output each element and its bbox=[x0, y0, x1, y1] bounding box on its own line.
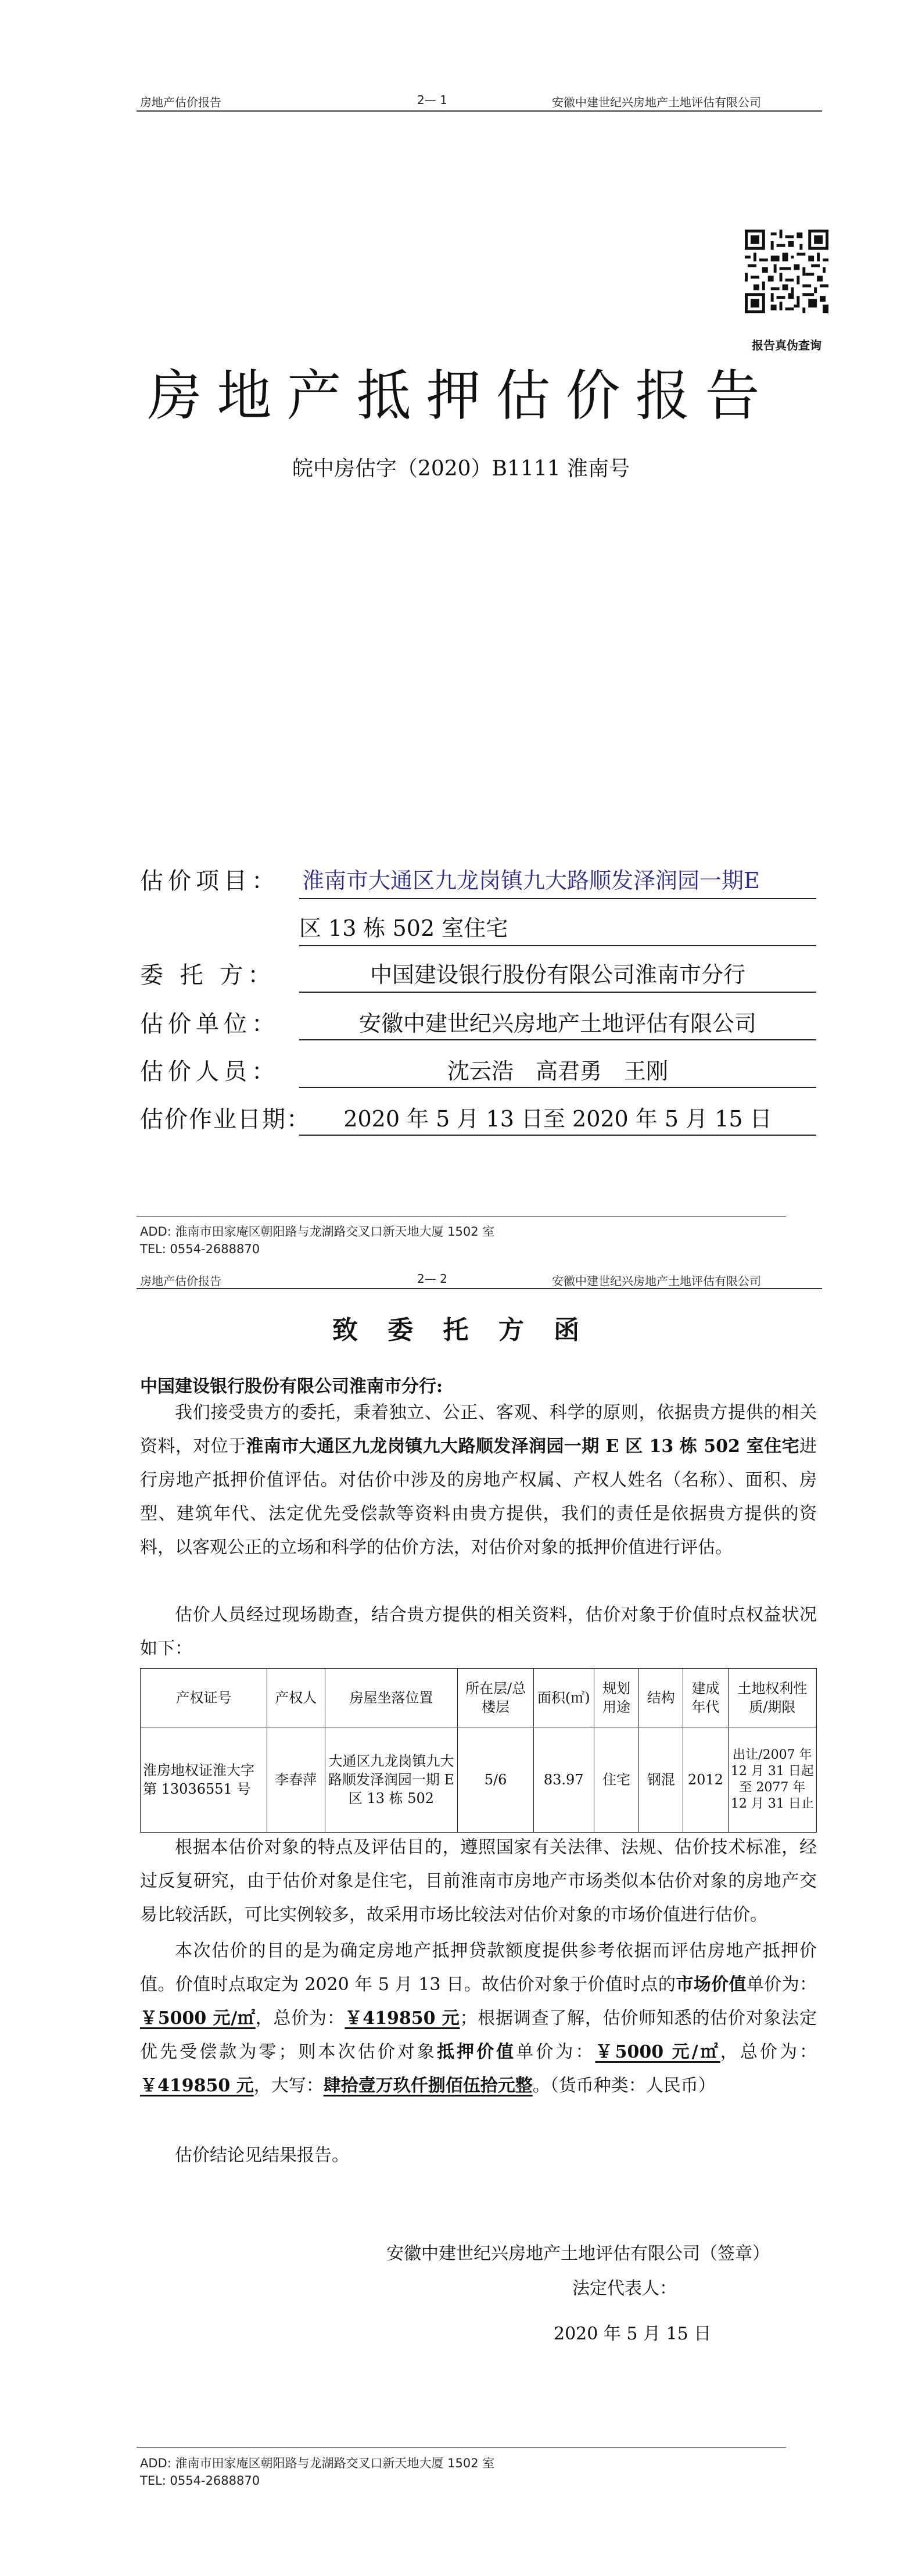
table-header-row bbox=[141, 1669, 817, 1727]
field-label-client: 委 托 方： bbox=[140, 962, 276, 989]
paragraph-text: 进行房地产抵押价值评估。对估价中涉及的房地产权属、产权人姓名（名称）、面积、房型、建筑年代、法定优先受偿款等资料由贵方提供，我们的责任是依据贵方提供的资料，以客观公正的立场和科学的估价方法，对估价对象的抵押价值进行评估。 bbox=[140, 1436, 817, 1558]
market-total-price: ￥419850 元 bbox=[345, 2008, 460, 2028]
table-header-cell: 结构 bbox=[639, 1669, 683, 1727]
market-unit-price: ￥5000 元/㎡ bbox=[140, 2008, 256, 2028]
table-cell: 5/6 bbox=[458, 1727, 533, 1833]
table-cell: 淮房地权证淮大字第 13036551 号 bbox=[141, 1727, 267, 1833]
field-label-appraisers: 估价人员： bbox=[140, 1058, 279, 1085]
mortgage-total-price: ￥419850 元 bbox=[140, 2076, 254, 2096]
paragraph-valuation bbox=[140, 1934, 817, 2103]
signature-date: 2020 年 5 月 15 日 bbox=[554, 2324, 712, 2344]
field-value-client: 中国建设银行股份有限公司淮南市分行 bbox=[369, 962, 745, 988]
footer-rule bbox=[137, 2447, 786, 2448]
paragraph-text: 。（货币种类：人民币） bbox=[532, 2076, 716, 2096]
header-left: 房地产估价报告 bbox=[140, 95, 221, 109]
paragraph-survey: 估价人员经过现场勘查，结合贵方提供的相关资料，估价对象于价值时点权益状况如下： bbox=[140, 1605, 817, 1659]
field-underline bbox=[299, 945, 816, 946]
paragraph-text: ，总价为： bbox=[255, 2008, 345, 2028]
table-header-cell: 产权人 bbox=[267, 1669, 325, 1727]
field-label-dates: 估价作业日期： bbox=[140, 1106, 311, 1133]
table-cell: 住宅 bbox=[594, 1727, 639, 1833]
property-table bbox=[140, 1668, 817, 1833]
report-number: 皖中房估字（2020）B1111 淮南号 bbox=[292, 457, 630, 481]
paragraph-method: 根据本估价对象的特点及评估目的，遵照国家有关法律、法规、估价技术标准，经过反复研究，由于估价对象是住宅，目前淮南市房地产市场类似本估价对象的房地产交易比较活跃，可比实例较多，故采用市场比较法对估价对象的市场价值进行估价。 bbox=[140, 1837, 817, 1925]
field-underline bbox=[299, 1039, 816, 1040]
table-header-cell: 建成年代 bbox=[683, 1669, 728, 1727]
field-underline bbox=[299, 992, 816, 993]
mortgage-total-in-words: 肆拾壹万玖仟捌佰伍拾元整 bbox=[323, 2076, 533, 2096]
field-value-project-line1: 淮南市大通区九龙岗镇九大路顺发泽润园一期E bbox=[302, 868, 760, 893]
field-value-dates: 2020 年 5 月 13 日至 2020 年 5 月 15 日 bbox=[343, 1106, 772, 1132]
field-underline bbox=[299, 898, 816, 899]
table-header-cell: 规划用途 bbox=[594, 1669, 639, 1727]
table-cell: 83.97 bbox=[533, 1727, 594, 1833]
paragraph-text: ；根据调查了解，估价师知悉的估价对象法定优先受偿款为零；则本次估价对象 bbox=[140, 2008, 817, 2062]
letter-title: 致 委 托 方 函 bbox=[332, 1315, 590, 1345]
field-label-project: 估价项目： bbox=[140, 868, 279, 895]
header-page-number: 2— 2 bbox=[417, 1272, 447, 1286]
footer-address: ADD: 淮南市田家庵区朝阳路与龙湖路交叉口新天地大厦 1502 室 bbox=[140, 2456, 495, 2470]
field-value-project-line2: 区 13 栋 502 室住宅 bbox=[299, 915, 508, 941]
footer-tel: TEL: 0554-2688870 bbox=[140, 1242, 260, 1256]
market-value-label: 市场价值 bbox=[676, 1974, 747, 1995]
table-header-cell: 所在层/总楼层 bbox=[458, 1669, 533, 1727]
header-right: 安徽中建世纪兴房地产土地评估有限公司 bbox=[552, 1274, 761, 1288]
paragraph-text: ，大写： bbox=[253, 2076, 324, 2096]
footer-rule bbox=[137, 1216, 786, 1217]
table-cell: 出让/2007 年 12 月 31 日起至 2077 年 12 月 31 日止 bbox=[728, 1727, 816, 1833]
paragraph-text: ，总价为： bbox=[720, 2042, 817, 2062]
table-cell: 钢混 bbox=[639, 1727, 683, 1833]
table-header-cell: 房屋坐落位置 bbox=[325, 1669, 458, 1727]
table-row bbox=[141, 1727, 817, 1833]
field-underline bbox=[299, 1135, 816, 1136]
table-header-cell: 土地权利性质/期限 bbox=[728, 1669, 816, 1727]
addressee: 中国建设银行股份有限公司淮南市分行: bbox=[140, 1376, 443, 1397]
table-cell: 2012 bbox=[683, 1727, 728, 1833]
field-underline bbox=[299, 1087, 816, 1088]
paragraph-text: 本次估价的目的是为确定房地产抵押贷款额度提供参考依据而评估房地产抵押价值。价值时点取定为 2020 年 5 月 13 日。故估价对象于价值时点的 bbox=[140, 1941, 817, 1995]
header-rule bbox=[137, 1288, 822, 1289]
paragraph-text: 单价为： bbox=[746, 1974, 817, 1995]
qr-caption: 报告真伪查询 bbox=[752, 338, 821, 352]
property-address: 淮南市大通区九龙岗镇九大路顺发泽润园一期 E 区 13 栋 502 室住宅 bbox=[246, 1436, 800, 1457]
paragraph-text: 单价为： bbox=[516, 2042, 595, 2062]
field-label-appraiser-firm: 估价单位： bbox=[140, 1011, 279, 1037]
paragraph-engagement bbox=[140, 1396, 817, 1565]
paragraph-text: 我们接受贵方的委托，秉着独立、公正、客观、科学的原则，依据贵方提供的相关资料，对位于 bbox=[140, 1403, 817, 1457]
table-header-cell: 产权证号 bbox=[141, 1669, 267, 1727]
qr-code-icon[interactable] bbox=[745, 230, 828, 313]
paragraph-conclusion: 估价结论见结果报告。 bbox=[175, 2145, 349, 2166]
header-left: 房地产估价报告 bbox=[140, 1274, 221, 1288]
field-value-appraisers: 沈云浩 高君勇 王刚 bbox=[447, 1058, 668, 1084]
mortgage-value-label: 抵押价值 bbox=[436, 2042, 516, 2062]
footer-tel: TEL: 0554-2688870 bbox=[140, 2474, 260, 2488]
signature-legal-rep: 法定代表人： bbox=[572, 2278, 677, 2299]
header-right: 安徽中建世纪兴房地产土地评估有限公司 bbox=[552, 95, 761, 109]
signature-company: 安徽中建世纪兴房地产土地评估有限公司（签章） bbox=[386, 2244, 770, 2264]
table-header-cell: 面积(㎡) bbox=[533, 1669, 594, 1727]
table-cell: 大通区九龙岗镇九大路顺发泽润园一期 E 区 13 栋 502 bbox=[325, 1727, 458, 1833]
mortgage-unit-price: ￥5000 元/㎡ bbox=[595, 2042, 720, 2062]
footer-address: ADD: 淮南市田家庵区朝阳路与龙湖路交叉口新天地大厦 1502 室 bbox=[140, 1225, 495, 1239]
table-cell: 李春萍 bbox=[267, 1727, 325, 1833]
field-value-appraiser-firm: 安徽中建世纪兴房地产土地评估有限公司 bbox=[358, 1011, 756, 1036]
report-title: 房地产抵押估价报告 bbox=[147, 364, 775, 428]
header-rule bbox=[137, 110, 822, 112]
header-page-number: 2— 1 bbox=[417, 93, 447, 107]
